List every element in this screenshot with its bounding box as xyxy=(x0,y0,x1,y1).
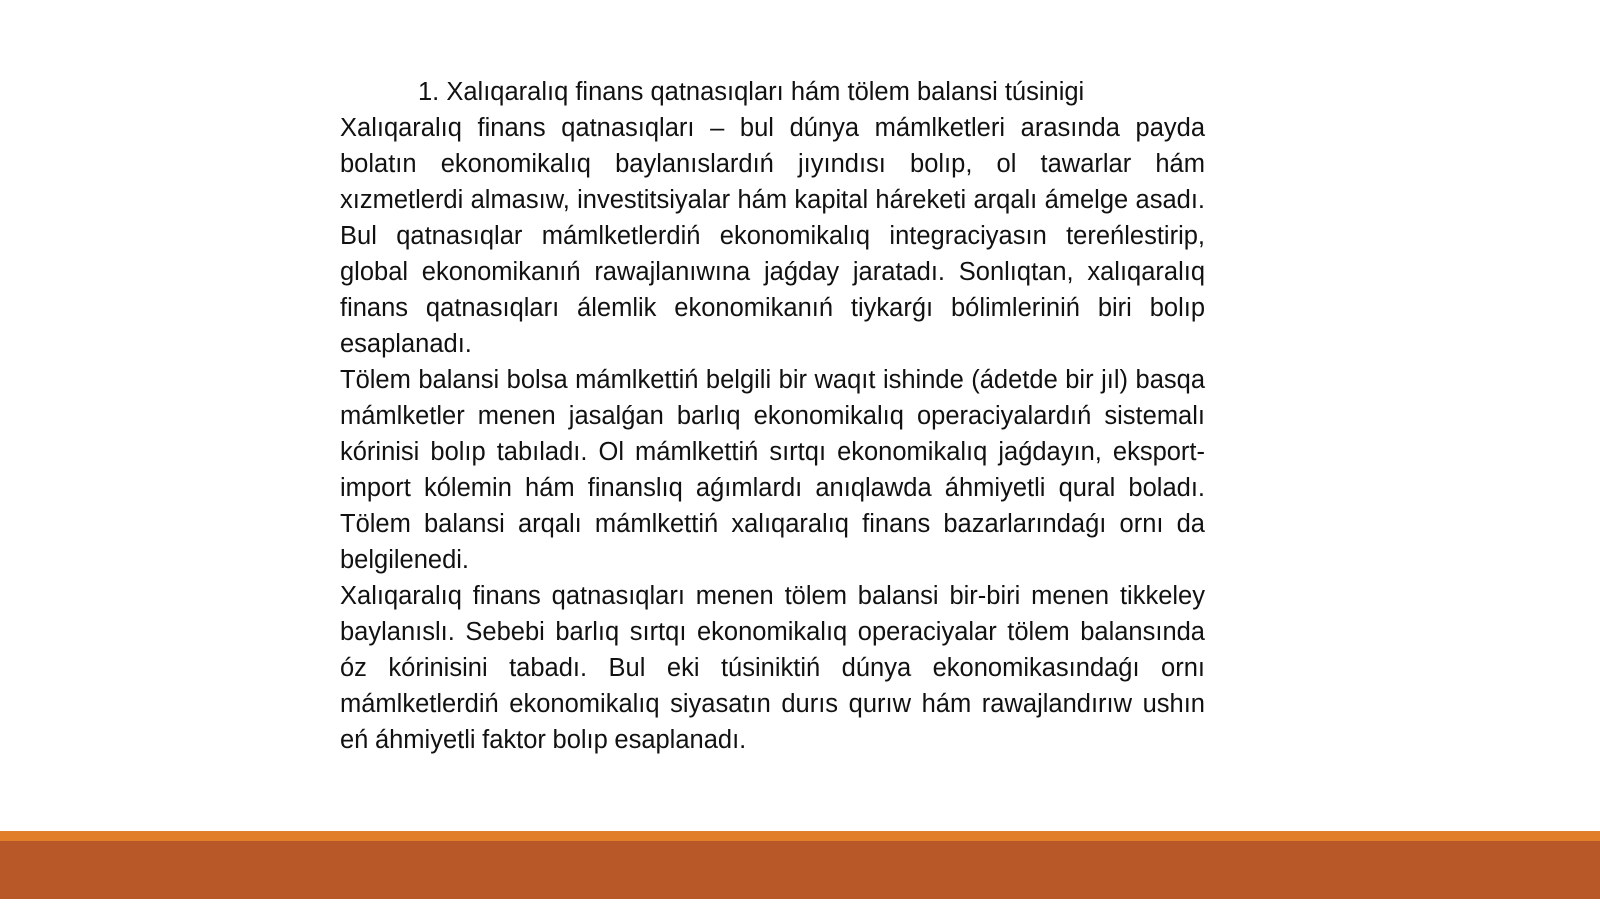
slide-heading: 1. Xalıqaralıq finans qatnasıqları hám tölem balansi túsinigi xyxy=(418,78,1085,106)
paragraph-1: Xalıqaralıq finans qatnasıqları – bul dúnya mámlketleri arasında payda bolatın ekonomikalıq baylanıslardıń jıyındısı bolıp, ol tawarlar hám xızmetlerdi almasıw, investitsiyalar hám kapital háreketi arqalı ámelge asadı. Bul qatnasıqlar mámlketlerdiń ekonomikalıq integraciyasın tereńlestirip, global ekonomikanıń rawajlanıwına jaǵday jaratadı. Sonlıqtan, xalıqaralıq finans qatnasıqları álemlik ekonomikanıń tiykarǵı bólimleriniń biri bolıp esaplanadı. xyxy=(340,114,1205,358)
paragraph-2: Tölem balansi bolsa mámlkettiń belgili bir waqıt ishinde (ádetde bir jıl) basqa mámlketler menen jasalǵan barlıq ekonomikalıq operaciyalardıń sistemalı kórinisi bolıp tabıladı. Ol mámlkettiń sırtqı ekonomikalıq jaǵdayın, eksport-import kólemin hám finanslıq aǵımlardı anıqlawda áhmiyetli qural boladı. Tölem balansi arqalı mámlkettiń xalıqaralıq finans bazarlarındaǵı ornı da belgilenedi. xyxy=(340,366,1205,574)
footer-bar xyxy=(0,831,1600,899)
slide-text-block xyxy=(340,74,1205,758)
footer-accent-stripe xyxy=(0,831,1600,841)
paragraph-3: Xalıqaralıq finans qatnasıqları menen tölem balansi bir-biri menen tikkeley baylanıslı. Sebebi barlıq sırtqı ekonomikalıq operaciyalar tölem balansında óz kórinisini tabadı. Bul eki túsiniktiń dúnya ekonomikasındaǵı ornı mámlketlerdiń ekonomikalıq siyasatın durıs qurıw hám rawajlandırıw ushın eń áhmiyetli faktor bolıp esaplanadı. xyxy=(340,582,1205,754)
